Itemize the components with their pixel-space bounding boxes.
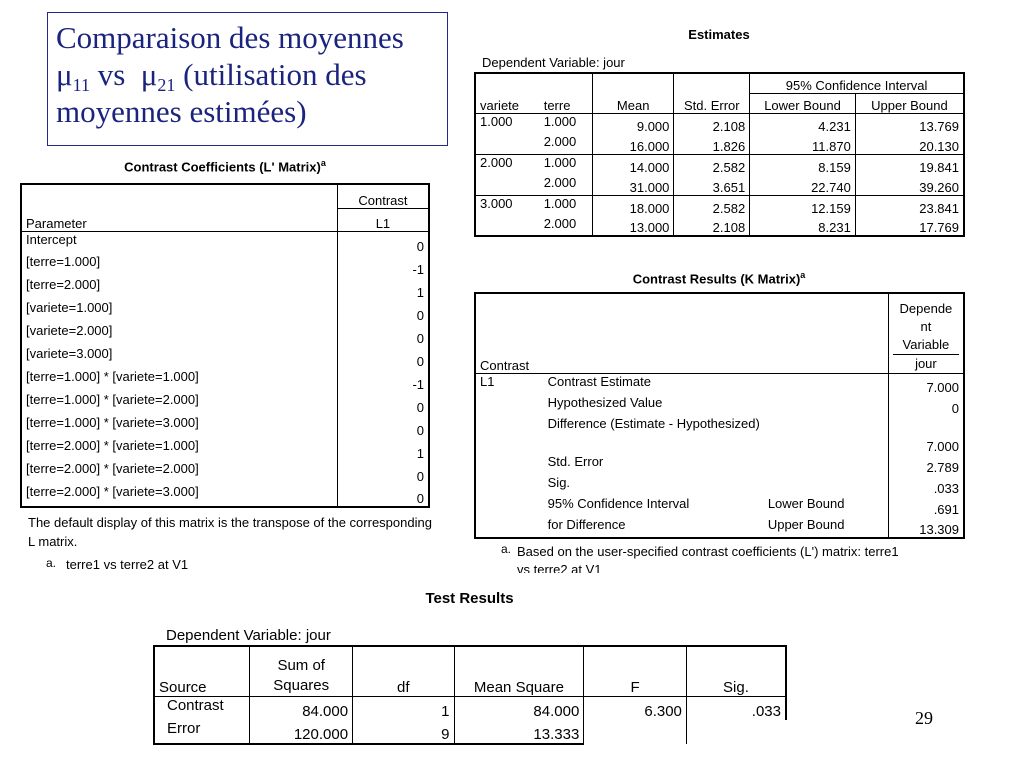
lmatrix-caption-text: Contrast Coefficients (L' Matrix) bbox=[124, 159, 321, 175]
lmatrix-contrast-header: Contrast bbox=[337, 184, 429, 208]
kmatrix-footnote-line2: vs terre2 at V1 bbox=[517, 562, 602, 573]
table-cell bbox=[764, 416, 888, 454]
table-cell: .691 bbox=[888, 496, 964, 517]
table-cell: 1.000 bbox=[540, 113, 593, 134]
lmatrix-l1-header: L1 bbox=[337, 208, 429, 231]
estimates-col-upper: Upper Bound bbox=[855, 93, 964, 113]
test-table bbox=[153, 645, 787, 745]
lmatrix-note: The default display of this matrix is the transpose of the corresponding L matrix. bbox=[28, 515, 432, 549]
kmatrix-table bbox=[474, 292, 965, 539]
table-row bbox=[475, 175, 964, 195]
estimates-col-lower: Lower Bound bbox=[750, 93, 856, 113]
table-cell: 2.108 bbox=[674, 113, 750, 134]
table-cell: 13.333 bbox=[454, 720, 584, 744]
table-cell: 7.000 bbox=[888, 416, 964, 454]
table-row bbox=[475, 154, 964, 175]
kmatrix-dep-header bbox=[888, 293, 964, 374]
table-cell: 1 bbox=[353, 696, 454, 720]
table-cell: 2.000 bbox=[543, 134, 577, 149]
table-row bbox=[154, 720, 786, 744]
table-cell: [terre=2.000] * [variete=3.000] bbox=[21, 484, 337, 507]
table-cell: -1 bbox=[337, 369, 429, 392]
table-cell bbox=[475, 395, 544, 416]
table-cell: 2.789 bbox=[888, 454, 964, 475]
table-cell bbox=[475, 175, 540, 195]
estimates-col-stderr: Std. Error bbox=[674, 93, 750, 113]
table-cell bbox=[475, 454, 544, 475]
table-cell: 95% Confidence Interval bbox=[547, 495, 690, 511]
table-cell: Lower Bound bbox=[767, 495, 845, 511]
kmatrix-footnote-line1: Based on the user-specified contrast coefficients (L') matrix: terre1 bbox=[517, 544, 899, 559]
table-cell: 31.000 bbox=[592, 175, 673, 195]
table-cell bbox=[475, 517, 544, 538]
test-dependent: Dependent Variable: jour bbox=[166, 627, 331, 644]
table-cell: 11.870 bbox=[750, 134, 856, 154]
table-row bbox=[475, 517, 964, 538]
table-cell: 0 bbox=[337, 415, 429, 438]
title-rest: (utilisation des bbox=[175, 57, 367, 92]
table-cell: for Difference bbox=[544, 517, 764, 538]
kmatrix-caption-text: Contrast Results (K Matrix) bbox=[632, 271, 801, 287]
table-cell: 2.108 bbox=[674, 216, 750, 236]
table-cell: 9.000 bbox=[592, 113, 673, 134]
table-cell: Error bbox=[154, 720, 250, 744]
table-cell bbox=[764, 454, 888, 475]
table-cell: 0 bbox=[337, 461, 429, 484]
table-cell: 0 bbox=[337, 346, 429, 369]
table-cell: 1.000 bbox=[540, 195, 593, 216]
table-cell: 3.000 bbox=[475, 195, 540, 216]
title-line-3: moyennes estimées) bbox=[56, 94, 307, 129]
table-cell: 17.769 bbox=[855, 216, 964, 236]
table-cell: 2.582 bbox=[674, 195, 750, 216]
table-cell: [terre=2.000] * [variete=2.000] bbox=[21, 461, 337, 484]
table-row bbox=[475, 134, 964, 154]
test-col-ss-line2: Squares bbox=[273, 676, 330, 694]
table-cell: 1 bbox=[337, 438, 429, 461]
table-cell bbox=[764, 374, 888, 395]
lmatrix-body bbox=[21, 231, 429, 507]
kmatrix-jour-header: jour bbox=[893, 354, 959, 373]
estimates-table bbox=[474, 72, 965, 237]
table-row bbox=[475, 195, 964, 216]
slide-title bbox=[47, 12, 448, 146]
estimates-ci-header: 95% Confidence Interval bbox=[750, 73, 964, 93]
estimates-caption: Estimates bbox=[688, 27, 750, 42]
table-cell: Hypothesized Value bbox=[547, 394, 663, 410]
table-row bbox=[21, 323, 429, 346]
table-cell: 13.309 bbox=[888, 517, 964, 538]
table-row bbox=[21, 461, 429, 484]
page-number: 29 bbox=[915, 708, 933, 728]
test-col-f: F bbox=[584, 646, 687, 696]
table-row bbox=[21, 231, 429, 254]
table-cell: 8.231 bbox=[750, 216, 856, 236]
table-cell: Contrast bbox=[154, 696, 250, 720]
lmatrix-footnote-mark: a. bbox=[46, 556, 57, 570]
lmatrix-param-header: Parameter bbox=[21, 208, 337, 231]
table-cell: [terre=1.000] bbox=[21, 254, 337, 277]
table-cell: 3.651 bbox=[674, 175, 750, 195]
table-cell: 1.000 bbox=[540, 154, 593, 175]
test-col-ms: Mean Square bbox=[454, 646, 584, 696]
title-vs: vs bbox=[89, 57, 141, 92]
subscript-11: 11 bbox=[72, 75, 90, 95]
table-cell: [terre=1.000] * [variete=3.000] bbox=[21, 415, 337, 438]
estimates-col-terre: terre bbox=[543, 97, 571, 113]
test-col-df: df bbox=[353, 646, 454, 696]
table-cell: [variete=2.000] bbox=[21, 323, 337, 346]
table-cell: 13.769 bbox=[855, 113, 964, 134]
table-cell: .033 bbox=[888, 475, 964, 496]
table-row bbox=[21, 369, 429, 392]
table-cell: 18.000 bbox=[592, 195, 673, 216]
table-cell: L1 bbox=[475, 374, 544, 395]
mu-symbol-a: μ bbox=[56, 57, 73, 92]
table-cell: Difference (Estimate - Hypothesized) bbox=[547, 415, 760, 431]
table-row bbox=[475, 216, 964, 236]
table-row bbox=[475, 416, 964, 454]
table-cell bbox=[686, 720, 786, 744]
mu-symbol-b: μ bbox=[140, 57, 158, 92]
table-cell: 84.000 bbox=[454, 696, 584, 720]
subscript-21: 21 bbox=[157, 75, 176, 95]
kmatrix-footnote-mark: a. bbox=[501, 542, 512, 556]
table-cell: 16.000 bbox=[592, 134, 673, 154]
table-cell: Intercept bbox=[21, 231, 337, 254]
table-cell: [terre=2.000] * [variete=1.000] bbox=[21, 438, 337, 461]
kmatrix-caption bbox=[474, 270, 964, 286]
table-cell: 23.841 bbox=[855, 195, 964, 216]
estimates-blank bbox=[475, 73, 540, 93]
kmatrix-body bbox=[475, 374, 964, 538]
table-cell bbox=[764, 475, 888, 496]
table-cell bbox=[584, 720, 687, 744]
table-row bbox=[475, 475, 964, 496]
table-cell: 22.740 bbox=[750, 175, 856, 195]
kmatrix-contrast-header: Contrast bbox=[475, 293, 544, 374]
table-cell bbox=[475, 216, 540, 236]
table-cell: 8.159 bbox=[750, 154, 856, 175]
table-cell: 84.000 bbox=[250, 696, 353, 720]
test-caption: Test Results bbox=[425, 590, 514, 607]
estimates-col-variete: variete bbox=[475, 93, 540, 113]
table-cell bbox=[475, 416, 544, 454]
table-row bbox=[21, 300, 429, 323]
table-cell: 19.841 bbox=[855, 154, 964, 175]
test-col-ss-line1: Sum of bbox=[277, 656, 325, 674]
lmatrix-caption bbox=[20, 158, 430, 174]
table-cell bbox=[475, 475, 544, 496]
table-cell: 2.582 bbox=[674, 154, 750, 175]
table-cell: 0 bbox=[337, 231, 429, 254]
kmatrix-caption-sup: a bbox=[800, 270, 806, 280]
table-cell: 0 bbox=[888, 395, 964, 416]
table-cell: 0 bbox=[337, 300, 429, 323]
table-cell: 120.000 bbox=[250, 720, 353, 744]
table-cell: Contrast Estimate bbox=[544, 374, 764, 395]
table-cell: 1.826 bbox=[674, 134, 750, 154]
table-row bbox=[475, 395, 964, 416]
estimates-col-mean: Mean bbox=[592, 93, 673, 113]
table-row bbox=[475, 496, 964, 517]
table-row bbox=[475, 454, 964, 475]
kmatrix-dep-header-1: Depende bbox=[899, 301, 953, 316]
table-cell: [terre=1.000] * [variete=1.000] bbox=[21, 369, 337, 392]
table-cell bbox=[475, 496, 544, 517]
table-row bbox=[21, 415, 429, 438]
table-cell: 0 bbox=[337, 484, 429, 507]
table-cell: 2.000 bbox=[543, 175, 577, 190]
test-col-ss bbox=[250, 646, 353, 696]
table-cell: 1.000 bbox=[475, 113, 540, 134]
table-cell bbox=[764, 395, 888, 416]
test-col-sig: Sig. bbox=[686, 646, 786, 696]
table-cell: 12.159 bbox=[750, 195, 856, 216]
title-line-2 bbox=[56, 56, 447, 93]
kmatrix-dep-header-3: Variable bbox=[902, 337, 950, 352]
test-col-source: Source bbox=[154, 646, 250, 696]
table-row bbox=[475, 113, 964, 134]
table-cell: 4.231 bbox=[750, 113, 856, 134]
table-cell: [terre=2.000] bbox=[21, 277, 337, 300]
table-cell: 2.000 bbox=[540, 216, 593, 236]
table-cell: 39.260 bbox=[855, 175, 964, 195]
table-row bbox=[21, 438, 429, 461]
table-cell: 2.000 bbox=[475, 154, 540, 175]
table-cell: -1 bbox=[337, 254, 429, 277]
table-cell: [terre=1.000] * [variete=2.000] bbox=[21, 392, 337, 415]
table-cell: 7.000 bbox=[888, 374, 964, 395]
table-cell: Upper Bound bbox=[764, 517, 888, 538]
table-row bbox=[21, 392, 429, 415]
table-cell: [variete=3.000] bbox=[21, 346, 337, 369]
table-cell: .033 bbox=[686, 696, 786, 720]
table-cell: Sig. bbox=[547, 474, 571, 490]
table-cell: Std. Error bbox=[547, 453, 604, 469]
table-cell: 1 bbox=[337, 277, 429, 300]
kmatrix-footnote bbox=[517, 543, 899, 573]
table-cell: 0 bbox=[337, 323, 429, 346]
kmatrix-dep-header-2: nt bbox=[920, 319, 932, 334]
table-cell: 13.000 bbox=[592, 216, 673, 236]
table-row bbox=[21, 254, 429, 277]
table-cell: 9 bbox=[353, 720, 454, 744]
table-row bbox=[154, 696, 786, 720]
lmatrix-caption-sup: a bbox=[320, 158, 326, 168]
lmatrix-footnote: terre1 vs terre2 at V1 bbox=[66, 557, 189, 572]
table-row bbox=[21, 484, 429, 507]
table-cell: 14.000 bbox=[592, 154, 673, 175]
table-row bbox=[21, 277, 429, 300]
table-cell: 0 bbox=[337, 392, 429, 415]
title-line-1: Comparaison des moyennes bbox=[56, 20, 404, 55]
table-row bbox=[21, 346, 429, 369]
table-cell: [variete=1.000] bbox=[21, 300, 337, 323]
table-cell: 20.130 bbox=[855, 134, 964, 154]
lmatrix-table bbox=[20, 183, 430, 508]
table-row bbox=[475, 374, 964, 395]
table-cell bbox=[475, 134, 540, 154]
estimates-dependent: Dependent Variable: jour bbox=[482, 55, 625, 70]
table-cell: 6.300 bbox=[584, 696, 687, 720]
